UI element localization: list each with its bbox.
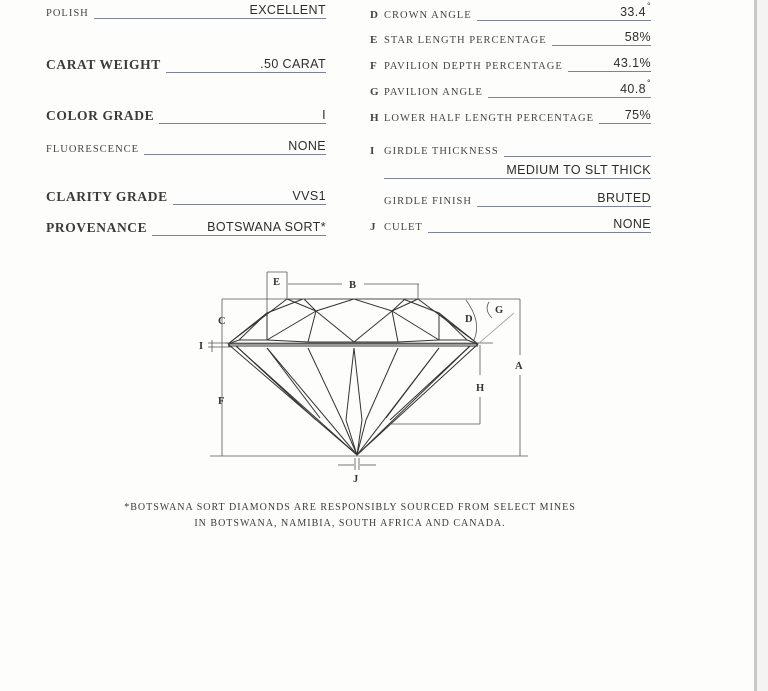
- field-value: NONE: [613, 217, 651, 231]
- field-label: PROVENANCE: [46, 220, 148, 235]
- field-letter: E: [370, 34, 378, 46]
- label-f: F: [218, 396, 225, 407]
- field-label: COLOR GRADE: [46, 108, 155, 123]
- label-a: A: [515, 361, 523, 372]
- field-value: BRUTED: [597, 191, 651, 205]
- label-g: G: [495, 305, 504, 316]
- label-i: I: [199, 341, 204, 352]
- footnote-line-1: *BOTSWANA SORT DIAMONDS ARE RESPONSIBLY SOURCED FROM SELECT MINES: [124, 502, 576, 513]
- field-value: 43.1%: [613, 56, 651, 70]
- field-letter: H: [370, 112, 379, 124]
- field-label: POLISH: [46, 8, 89, 19]
- footnote-line-2: IN BOTSWANA, NAMIBIA, SOUTH AFRICA AND CANADA.: [194, 518, 506, 529]
- field-letter: D: [370, 9, 378, 21]
- field-label: CARAT WEIGHT: [46, 57, 161, 72]
- field-value: MEDIUM TO SLT THICK: [506, 163, 651, 177]
- field-value: .50 CARAT: [260, 57, 326, 71]
- field-value: 75%: [624, 108, 651, 122]
- field-value: BOTSWANA SORT*: [207, 220, 326, 234]
- field-letter: F: [370, 60, 377, 72]
- label-b: B: [349, 280, 357, 291]
- field-letter: I: [370, 145, 375, 157]
- field-letter: G: [370, 86, 379, 98]
- field-value: I: [322, 108, 326, 122]
- field-label: FLUORESCENCE: [46, 144, 140, 155]
- field-value: NONE: [288, 139, 326, 153]
- label-d: D: [465, 314, 473, 325]
- field-value: 40.8°: [620, 78, 651, 96]
- field-label: CROWN ANGLE: [384, 10, 472, 21]
- field-label: GIRDLE THICKNESS: [384, 146, 499, 157]
- label-c: C: [218, 316, 226, 327]
- field-value: EXCELLENT: [249, 3, 326, 17]
- field-label: GIRDLE FINISH: [384, 196, 472, 207]
- label-e: E: [273, 277, 281, 288]
- field-value: 33.4°: [620, 1, 651, 19]
- field-label: STAR LENGTH PERCENTAGE: [384, 35, 547, 46]
- field-value: 58%: [624, 30, 651, 44]
- field-label: LOWER HALF LENGTH PERCENTAGE: [384, 113, 595, 124]
- label-j: J: [353, 474, 359, 485]
- field-label: CULET: [384, 222, 423, 233]
- label-h: H: [476, 383, 485, 394]
- field-label: PAVILION ANGLE: [384, 87, 483, 98]
- field-label: CLARITY GRADE: [46, 189, 168, 204]
- field-value: VVS1: [292, 189, 326, 203]
- field-letter: J: [370, 221, 376, 233]
- field-label: PAVILION DEPTH PERCENTAGE: [384, 61, 563, 72]
